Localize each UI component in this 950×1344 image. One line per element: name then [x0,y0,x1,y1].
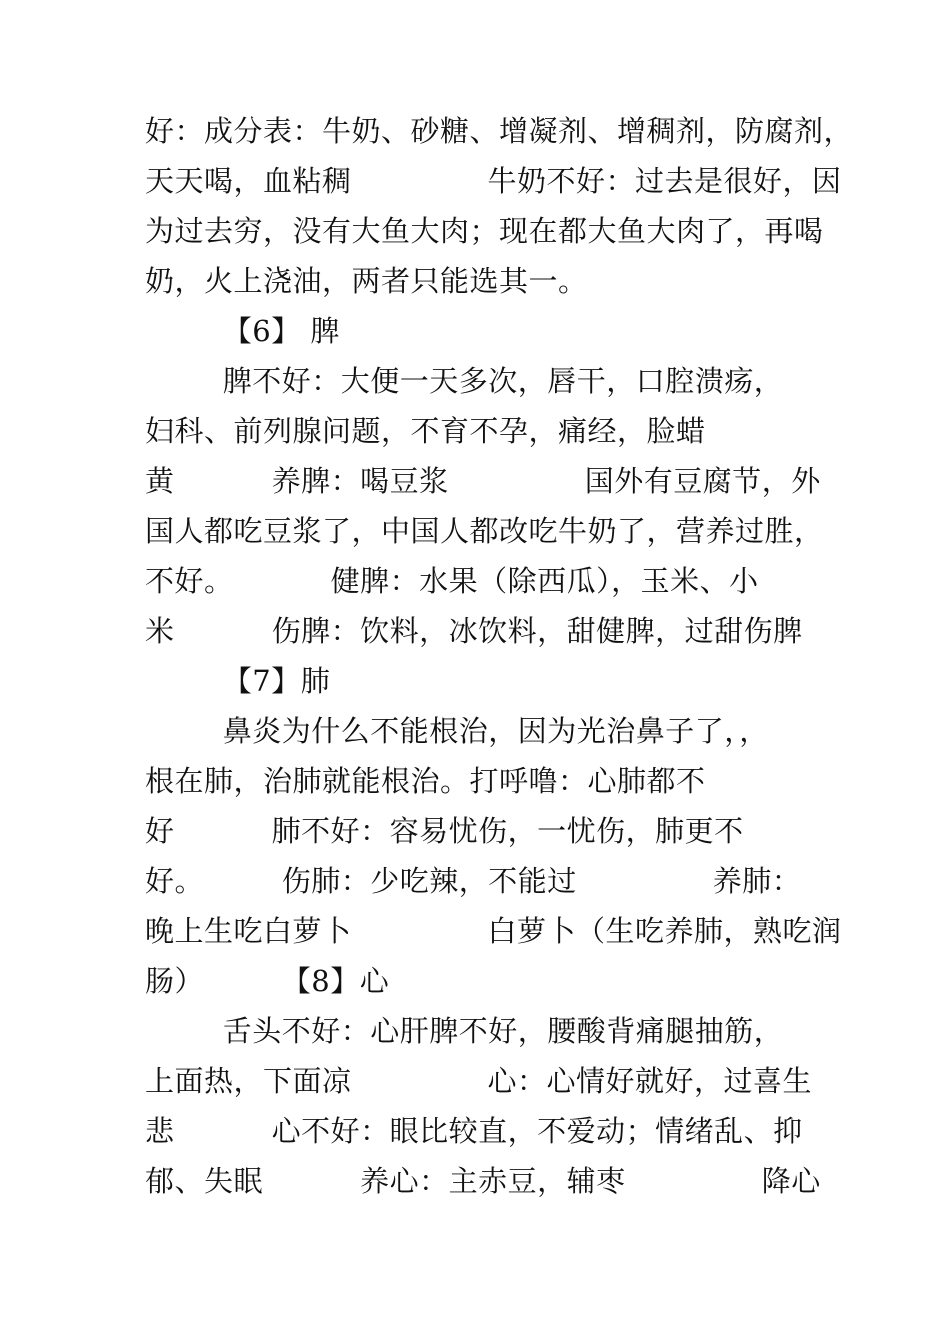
text-line: 悲 心不好：眼比较直，不爱动；情绪乱、抑 [145,1114,803,1148]
text-line: 奶，火上浇油，两者只能选其一。 [145,264,588,298]
text-line: 天天喝，血粘稠 牛奶不好：过去是很好，因 [145,164,842,198]
text-line: 好：成分表：牛奶、砂糖、增凝剂、增稠剂，防腐剂， [145,114,854,148]
text-line: 根在肺，治肺就能根治。打呼噜：心肺都不 [145,764,706,798]
text-line: 肠） 【8】心 [145,964,390,998]
text-line: 好 肺不好：容易忧伤，一忧伤，肺更不 [145,814,744,848]
text-line: 黄 养脾：喝豆浆 国外有豆腐节，外 [145,464,821,498]
text-line: 国人都吃豆浆了，中国人都改吃牛奶了，营养过胜， [145,514,824,548]
section-heading: 【7】肺 [145,664,331,698]
text-line: 郁、失眠 养心：主赤豆，辅枣 降心 [145,1164,821,1198]
text-line: 脾不好：大便一天多次，唇干，口腔溃疡， [145,364,784,398]
text-line: 妇科、前列腺问题，不育不孕，痛经，脸蜡 [145,414,706,448]
text-line: 为过去穷，没有大鱼大肉；现在都大鱼大肉了，再喝 [145,214,824,248]
text-line: 晚上生吃白萝卜 白萝卜（生吃养肺，熟吃润 [145,914,842,948]
text-line: 米 伤脾：饮料，冰饮料，甜健脾，过甜伤脾 [145,614,803,648]
text-line: 鼻炎为什么不能根治，因为光治鼻子了，， [145,714,769,748]
section-heading: 【6】 脾 [145,314,340,348]
text-line: 舌头不好：心肝脾不好，腰酸背痛腿抽筋， [145,1014,784,1048]
text-line: 不好。 健脾：水果（除西瓜），玉米、小 [145,564,759,598]
text-line: 上面热，下面凉 心：心情好就好，过喜生 [145,1064,813,1098]
text-line: 好。 伤肺：少吃辣，不能过 养肺： [145,864,802,898]
